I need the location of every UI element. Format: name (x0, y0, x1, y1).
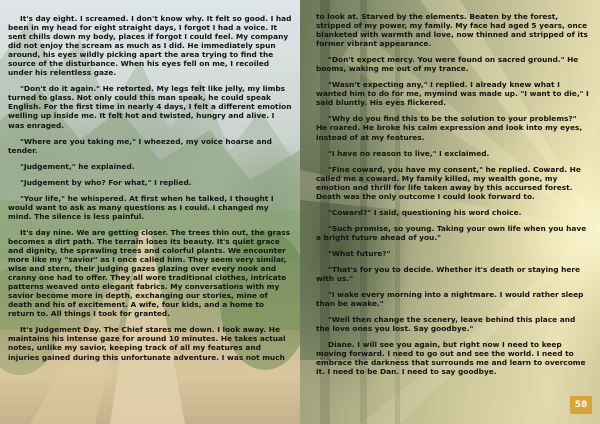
paragraph: "Your life," he whispered. At first when he talked, I thought I would want to ask as many questions as I could. I changed my mind. The silence is less painful. (8, 193, 274, 221)
paragraph: "Wasn't expecting any," I replied. I already knew what I wanted him to do for me, mymind was made up. "I want to die," I said bluntly. His eyes flickered. (316, 80, 589, 108)
paragraph: It's day eight. I screamed. I don't know why. It felt so good. I had been in my head for eight straight days, I forgot I had a voice. It sent chills down my body, places if forgot I could feel. My company did not enjoy the scream as much as I did. He immediately spun around, his eyes wildly picking apart the area trying to find the source of the disturbance. When his eyes fell on me, I recoiled under his relentless gaze. (8, 14, 292, 78)
paragraph: Diane. I will see you again, but right now I need to keep moving forward. I need to go out and see the world. I need to embrace the darkness that surrounds me and learn to overcome it. I need to be Dan. I need to say goodbye. (316, 340, 586, 377)
paragraph: "Don't expect mercy. You were found on sacred ground." He booms, waking me out of my trance. (316, 55, 579, 74)
paragraph: It's day nine. We are getting closer. The trees thin out, the grass becomes a dirt path. The terrain loses its beauty. It's quiet grace and dignity, the sprawling trees and colorful plants. We encounter more like my "savior" as I once called him. They seem very similar, wise and stern, their judging gazes glazing over every nook and cranny one had to offer. They all wore traditional clothes, intricate patterns weaved onto elegant fabrics. My conversations with my savior become more in depth, exchanging our stories, mine of death and his of excitement. A wife, four kids, and a home to return to. All things I took for granted. (8, 227, 291, 319)
paragraph: "Judgement," he explained. (20, 161, 135, 171)
paragraph: "Where are you taking me," I wheezed, my voice hoarse and tender. (8, 136, 272, 155)
right-page-text (300, 0, 600, 424)
paragraph: "That's for you to decide. Whether it's death or staying here with us." (316, 264, 581, 284)
page-number-badge: 58 (570, 396, 592, 414)
paragraph: "Why do you find this to be the solution to your problems?" He roared. He broke his calm expression and look into my eyes, instead of at my features. (316, 114, 583, 142)
paragraph: "What future?" (328, 248, 391, 258)
paragraph: "I wake every morning into a nightmare. I would rather sleep than be awake." (316, 290, 584, 309)
paragraph: "I have no reason to live," I exclaimed. (328, 148, 490, 158)
right-page (300, 0, 600, 424)
paragraph: "Don't do it again." He retorted. My legs felt like jelly, my limbs turned to glass. Not only could this man speak, he could speak English. For the first time in nearly 4 days, I felt a different emotion welling up inside me. It felt hot and twisted, hungry and alive. I was enraged. (8, 84, 292, 130)
paragraph: "Fine coward, you have my consent," he replied. Coward. He called me a coward. My family killed, my wealth gone, my emotion and thrill for life taken away by this accursed forest. Death was the only outcome I could look forward to. (316, 164, 581, 201)
paragraph: "Well then change the scenery, leave behind this place and the love ones you lost. Say goodbye." (316, 315, 576, 334)
paragraph: It's Judgement Day. The Chief stares me down. I look away. He maintains his intense gaze for around 10 minutes. He takes actual notes, unlike my savior, keeping track of all my features and injuries gained during this unfortunate adventure. I was not much (8, 325, 286, 362)
paragraph: "Judgement by who? For what," I replied. (20, 177, 192, 187)
paragraph-continuation: to look at. Starved by the elements. Beaten by the forest, stripped of my power, my family. My face had aged 5 years, once blanketed with warmth and love, now thinned and stripped of its former vibrant appearance. (316, 12, 588, 49)
paragraph: "Such promise, so young. Taking your own life when you have a bright future ahead of you." (316, 223, 587, 242)
paragraph: "Coward?" I said, questioning his word choice. (328, 207, 522, 217)
